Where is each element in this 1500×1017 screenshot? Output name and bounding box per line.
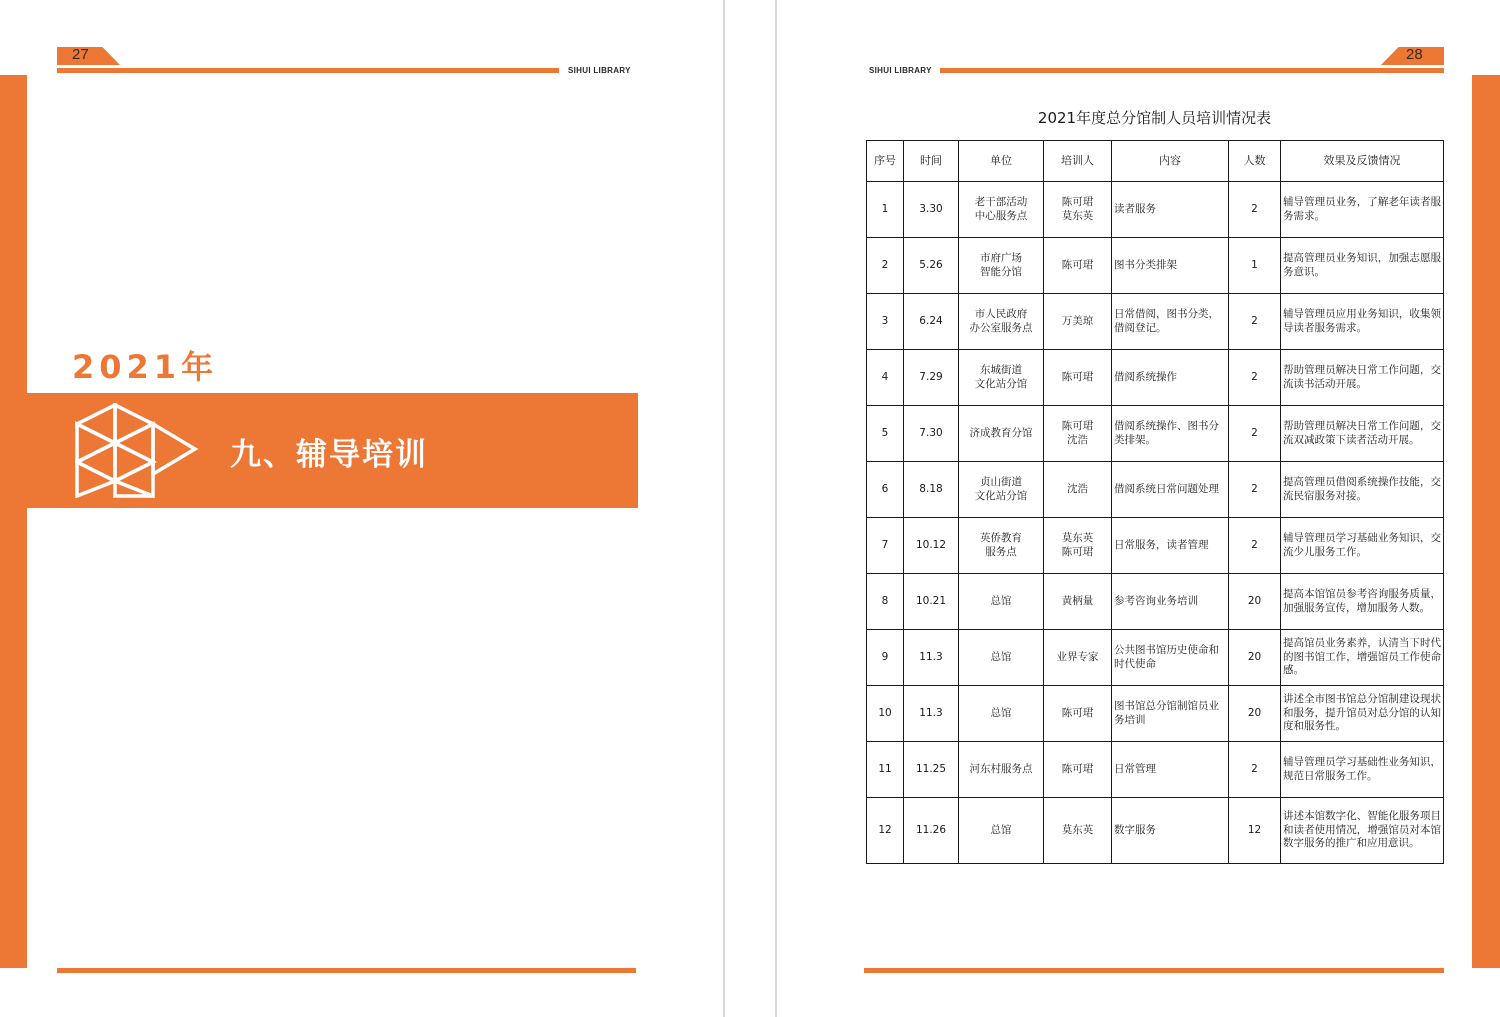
cell-feedback: 提高本馆馆员参考咨询服务质量，加强服务宣传，增加服务人数。 <box>1281 574 1444 630</box>
header-rule-right <box>940 68 1444 73</box>
cell-trainer <box>1044 462 1112 518</box>
cell-unit-line: 总馆 <box>990 594 1012 607</box>
cell-content: 图书分类排架 <box>1112 238 1229 294</box>
cell-trainer <box>1044 294 1112 350</box>
cell-content: 日常服务，读者管理 <box>1112 518 1229 574</box>
cell-date: 7.30 <box>904 406 959 462</box>
page-gutter-left <box>723 0 725 1017</box>
left-page <box>0 0 724 1017</box>
table-row <box>867 294 1444 350</box>
header-unit: 单位 <box>959 141 1044 182</box>
cell-count: 20 <box>1229 574 1281 630</box>
cell-trainer-line: 莫东英 <box>1061 532 1094 544</box>
cell-trainer <box>1044 350 1112 406</box>
cell-unit-line: 文化站分馆 <box>974 377 1028 390</box>
cell-unit <box>959 742 1044 798</box>
cell-count: 2 <box>1229 294 1281 350</box>
cell-date: 3.30 <box>904 182 959 238</box>
table-row <box>867 518 1444 574</box>
cell-trainer-line: 陈可珺 <box>1061 258 1094 271</box>
table-title: 2021年度总分馆制人员培训情况表 <box>1037 109 1272 127</box>
cell-unit-line: 英侨教育 <box>980 532 1022 544</box>
cell-count: 2 <box>1229 350 1281 406</box>
side-bar-right <box>1472 75 1500 968</box>
cell-feedback: 提高馆员业务素养，认清当下时代的图书馆工作，增强馆员工作使命感。 <box>1281 630 1444 686</box>
section-banner <box>27 393 638 508</box>
cell-unit <box>959 798 1044 864</box>
cell-trainer-line: 陈可珺 <box>1061 706 1094 719</box>
header-feedback: 效果及反馈情况 <box>1281 141 1444 182</box>
cell-no: 12 <box>867 798 904 864</box>
cell-trainer <box>1044 182 1112 238</box>
header-count: 人数 <box>1229 141 1281 182</box>
cell-feedback: 讲述全市图书馆总分馆制建设现状和服务，提升馆员对总分馆的认知度和服务性。 <box>1281 686 1444 742</box>
training-table <box>866 140 1444 864</box>
cell-date: 5.26 <box>904 238 959 294</box>
header-trainer: 培训人 <box>1044 141 1112 182</box>
cell-trainer <box>1044 630 1112 686</box>
table-row <box>867 238 1444 294</box>
cell-unit-line: 文化站分馆 <box>974 489 1028 502</box>
table-header-row <box>867 141 1444 182</box>
cell-content: 数字服务 <box>1112 798 1229 864</box>
cell-date: 10.12 <box>904 518 959 574</box>
table-row <box>867 742 1444 798</box>
cell-trainer <box>1044 574 1112 630</box>
cell-no: 2 <box>867 238 904 294</box>
cell-trainer-line: 黄柄量 <box>1061 594 1094 607</box>
cell-unit-line: 老干部活动 <box>974 196 1028 208</box>
cell-unit <box>959 238 1044 294</box>
cell-unit <box>959 686 1044 742</box>
cell-trainer <box>1044 406 1112 462</box>
cell-unit <box>959 574 1044 630</box>
cell-unit-line: 中心服务点 <box>974 209 1028 222</box>
brand-label-right: SIHUI LIBRARY <box>869 66 932 75</box>
cell-unit-line: 贞山街道 <box>980 476 1022 488</box>
cell-no: 8 <box>867 574 904 630</box>
cell-date: 11.26 <box>904 798 959 864</box>
brand-label-left: SIHUI LIBRARY <box>568 66 631 75</box>
cell-feedback: 辅导管理员学习基础性业务知识，规范日常服务工作。 <box>1281 742 1444 798</box>
cell-feedback: 提高管理员业务知识，加强志愿服务意识。 <box>1281 238 1444 294</box>
cell-date: 7.29 <box>904 350 959 406</box>
cell-trainer-line: 陈可珺 <box>1061 545 1094 558</box>
table-row <box>867 462 1444 518</box>
cell-no: 11 <box>867 742 904 798</box>
cell-trainer <box>1044 798 1112 864</box>
cell-date: 11.3 <box>904 630 959 686</box>
cell-unit <box>959 350 1044 406</box>
table-row <box>867 574 1444 630</box>
cell-feedback: 辅导管理员应用业务知识，收集领导读者服务需求。 <box>1281 294 1444 350</box>
header-no: 序号 <box>867 141 904 182</box>
cell-unit-line: 办公室服务点 <box>969 321 1033 334</box>
cell-feedback: 帮助管理员解决日常工作问题，交流读书活动开展。 <box>1281 350 1444 406</box>
cell-feedback: 讲述本馆数字化、智能化服务项目和读者使用情况，增强馆员对本馆数字服务的推广和应用意识。 <box>1281 798 1444 864</box>
cell-no: 3 <box>867 294 904 350</box>
cell-trainer <box>1044 742 1112 798</box>
table-row <box>867 630 1444 686</box>
page-number-right: 28 <box>1406 46 1423 63</box>
page-gutter-right <box>775 0 777 1017</box>
cell-feedback: 辅导管理员学习基础业务知识，交流少儿服务工作。 <box>1281 518 1444 574</box>
cell-trainer-line: 莫东英 <box>1061 823 1094 836</box>
header-rule-left <box>57 68 559 73</box>
cell-unit-line: 东城街道 <box>980 364 1022 376</box>
cell-trainer <box>1044 238 1112 294</box>
cell-count: 2 <box>1229 462 1281 518</box>
cell-trainer-line: 业界专家 <box>1056 650 1099 663</box>
cell-count: 20 <box>1229 630 1281 686</box>
footer-rule-right <box>864 968 1444 973</box>
cell-trainer-line: 沈浩 <box>1067 482 1088 495</box>
cell-count: 2 <box>1229 742 1281 798</box>
cell-content: 公共图书馆历史使命和时代使命 <box>1112 630 1229 686</box>
cell-unit <box>959 294 1044 350</box>
table-row <box>867 798 1444 864</box>
cell-no: 1 <box>867 182 904 238</box>
cell-count: 2 <box>1229 406 1281 462</box>
side-bar-left <box>0 75 27 968</box>
section-year: 2021年 <box>72 348 219 386</box>
cell-feedback: 提高管理员借阅系统操作技能，交流民宿服务对接。 <box>1281 462 1444 518</box>
cell-content: 图书馆总分馆制馆员业务培训 <box>1112 686 1229 742</box>
cell-unit-line: 智能分馆 <box>980 265 1022 278</box>
cell-trainer-line: 陈可珺 <box>1061 196 1094 208</box>
cell-date: 8.18 <box>904 462 959 518</box>
cell-unit-line: 总馆 <box>990 706 1012 719</box>
cell-unit <box>959 406 1044 462</box>
cell-unit-line: 济成教育分馆 <box>969 426 1033 439</box>
triangle-logo-icon <box>75 403 201 498</box>
cell-count: 1 <box>1229 238 1281 294</box>
cell-date: 11.3 <box>904 686 959 742</box>
cell-date: 10.21 <box>904 574 959 630</box>
cell-count: 2 <box>1229 518 1281 574</box>
cell-unit-line: 市府广场 <box>980 252 1022 264</box>
footer-rule-left <box>57 968 636 973</box>
table-row <box>867 350 1444 406</box>
cell-no: 6 <box>867 462 904 518</box>
cell-unit-line: 服务点 <box>985 545 1017 558</box>
cell-trainer-line: 陈可珺 <box>1061 370 1094 383</box>
cell-no: 10 <box>867 686 904 742</box>
cell-no: 5 <box>867 406 904 462</box>
table-row <box>867 406 1444 462</box>
cell-unit <box>959 518 1044 574</box>
page-number-left: 27 <box>72 46 89 63</box>
header-date: 时间 <box>904 141 959 182</box>
cell-unit <box>959 182 1044 238</box>
cell-unit-line: 总馆 <box>990 650 1012 663</box>
cell-content: 参考咨询业务培训 <box>1112 574 1229 630</box>
cell-content: 借阅系统操作、图书分类排架。 <box>1112 406 1229 462</box>
table-row <box>867 182 1444 238</box>
cell-trainer-line: 陈可珺 <box>1061 420 1094 432</box>
cell-unit <box>959 630 1044 686</box>
cell-unit <box>959 462 1044 518</box>
cell-date: 11.25 <box>904 742 959 798</box>
cell-unit-line: 市人民政府 <box>974 308 1028 320</box>
cell-trainer-line: 万美琼 <box>1061 314 1094 327</box>
cell-trainer-line: 沈浩 <box>1067 433 1088 446</box>
cell-trainer <box>1044 518 1112 574</box>
header-content: 内容 <box>1112 141 1229 182</box>
table-row <box>867 686 1444 742</box>
cell-date: 6.24 <box>904 294 959 350</box>
cell-content: 日常管理 <box>1112 742 1229 798</box>
cell-trainer-line: 莫东英 <box>1061 209 1094 222</box>
cell-trainer-line: 陈可珺 <box>1061 762 1094 775</box>
cell-content: 读者服务 <box>1112 182 1229 238</box>
cell-count: 20 <box>1229 686 1281 742</box>
cell-feedback: 帮助管理员解决日常工作问题，交流双减政策下读者活动开展。 <box>1281 406 1444 462</box>
cell-unit-line: 总馆 <box>990 823 1012 836</box>
cell-content: 借阅系统日常问题处理 <box>1112 462 1229 518</box>
cell-count: 12 <box>1229 798 1281 864</box>
cell-trainer <box>1044 686 1112 742</box>
cell-no: 4 <box>867 350 904 406</box>
cell-unit-line: 河东村服务点 <box>969 762 1033 775</box>
cell-content: 日常借阅，图书分类，借阅登记。 <box>1112 294 1229 350</box>
cell-feedback: 辅导管理员业务，了解老年读者服务需求。 <box>1281 182 1444 238</box>
cell-content: 借阅系统操作 <box>1112 350 1229 406</box>
cell-no: 9 <box>867 630 904 686</box>
section-title: 九、辅导培训 <box>230 437 428 473</box>
cell-no: 7 <box>867 518 904 574</box>
cell-count: 2 <box>1229 182 1281 238</box>
